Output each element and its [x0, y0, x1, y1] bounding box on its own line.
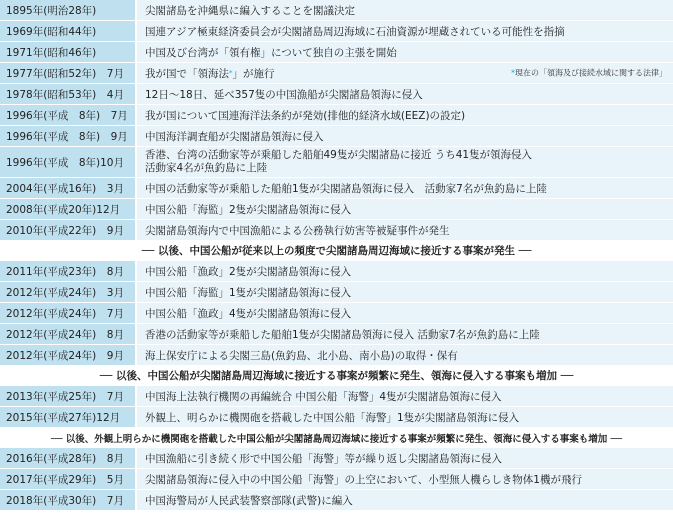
event-text-line1: 香港、台湾の活動家等が乗船した船舶49隻が尖閣諸島に接近 うち41隻が領海侵入 — [145, 149, 533, 161]
event-text: 我が国で「領海法 — [145, 67, 229, 80]
event-cell: 海上保安庁による尖閣三島(魚釣島、北小島、南小島)の取得・保有 — [137, 345, 673, 366]
date-cell: 2010年(平成22年) 9月 — [0, 220, 137, 241]
event-cell: 中国海警局が人民武装警察部隊(武警)に編入 — [137, 490, 673, 511]
event-cell: 中国漁船に引き続く形で中国公船「海警」等が繰り返し尖閣諸島領海に侵入 — [137, 448, 673, 469]
event-cell: 我が国について国連海洋法条約が発効(排他的経済水域(EEZ)の設定) — [137, 105, 673, 126]
date-cell: 2008年(平成20年)12月 — [0, 199, 137, 220]
date-cell: 1895年(明治28年) — [0, 0, 137, 21]
event-cell: 外観上、明らかに機関砲を搭載した中国公船「海警」1隻が尖閣諸島領海に侵入 — [137, 407, 673, 428]
event-cell: 中国及び台湾が「領有権」について独自の主張を開始 — [137, 42, 673, 63]
date-cell: 2013年(平成25年) 7月 — [0, 386, 137, 407]
date-cell: 1969年(昭和44年) — [0, 21, 137, 42]
date-cell: 1996年(平成 8年) 7月 — [0, 105, 137, 126]
event-cell: 中国公船「漁政」4隻が尖閣諸島領海に侵入 — [137, 303, 673, 324]
footnote-marker: * — [229, 69, 233, 77]
date-cell: 1996年(平成 8年)10月 — [0, 147, 137, 178]
event-cell: 尖閣諸島を沖縄県に編入することを閣議決定 — [137, 0, 673, 21]
date-cell: 2012年(平成24年) 8月 — [0, 324, 137, 345]
date-cell: 2012年(平成24年) 7月 — [0, 303, 137, 324]
date-cell: 1977年(昭和52年) 7月 — [0, 63, 137, 84]
event-cell — [137, 147, 673, 178]
event-text: 」が施行 — [232, 67, 275, 80]
date-cell: 2017年(平成29年) 5月 — [0, 469, 137, 490]
date-cell: 1971年(昭和46年) — [0, 42, 137, 63]
event-cell: 中国公船「海監」1隻が尖閣諸島領海に侵入 — [137, 282, 673, 303]
event-cell: 中国の活動家等が乗船した船舶1隻が尖閣諸島領海に侵入 活動家7名が魚釣島に上陸 — [137, 178, 673, 199]
event-cell: 香港の活動家等が乗船した船舶1隻が尖閣諸島領海に侵入 活動家7名が魚釣島に上陸 — [137, 324, 673, 345]
event-cell: 尖閣諸島領海内で中国漁船による公務執行妨害等被疑事件が発生 — [137, 220, 673, 241]
event-cell: 中国海上法執行機関の再編統合 中国公船「海警」4隻が尖閣諸島領海に侵入 — [137, 386, 673, 407]
footnote-note — [511, 68, 667, 79]
event-cell: 12日～18日、延べ357隻の中国漁船が尖閣諸島領海に侵入 — [137, 84, 673, 105]
date-cell: 2015年(平成27年)12月 — [0, 407, 137, 428]
section-divider: ── 以後、中国公船が尖閣諸島周辺海域に接近する事案が頻繁に発生、領海に侵入する事案も増加 ── — [0, 366, 673, 386]
date-cell: 2012年(平成24年) 3月 — [0, 282, 137, 303]
section-divider: ── 以後、中国公船が従来以上の頻度で尖閣諸島周辺海域に接近する事案が発生 ── — [0, 241, 673, 261]
footnote-text: 現在の「領海及び接続水域に関する法律」 — [515, 68, 667, 78]
date-cell: 1978年(昭和53年) 4月 — [0, 84, 137, 105]
date-cell: 2012年(平成24年) 9月 — [0, 345, 137, 366]
event-cell: 中国公船「海監」2隻が尖閣諸島領海に侵入 — [137, 199, 673, 220]
event-cell: 国連アジア極東経済委員会が尖閣諸島周辺海域に石油資源が埋蔵されている可能性を指摘 — [137, 21, 673, 42]
date-cell: 1996年(平成 8年) 9月 — [0, 126, 137, 147]
date-cell: 2018年(平成30年) 7月 — [0, 490, 137, 511]
event-cell — [137, 63, 673, 84]
section-divider: ── 以後、外観上明らかに機関砲を搭載した中国公船が尖閣諸島周辺海域に接近する事案が頻繁に発生、領海に侵入する事案も増加 ── — [0, 428, 673, 448]
event-cell: 尖閣諸島領海に侵入中の中国公船「海警」の上空において、小型無人機らしき物体1機が飛行 — [137, 469, 673, 490]
footnote-star: * — [511, 68, 515, 78]
event-text-line2: 活動家4名が魚釣島に上陸 — [145, 162, 268, 174]
date-cell: 2011年(平成23年) 8月 — [0, 261, 137, 282]
date-cell: 2016年(平成28年) 8月 — [0, 448, 137, 469]
event-cell: 中国海洋調査船が尖閣諸島領海に侵入 — [137, 126, 673, 147]
date-cell: 2004年(平成16年) 3月 — [0, 178, 137, 199]
event-cell: 中国公船「漁政」2隻が尖閣諸島領海に侵入 — [137, 261, 673, 282]
